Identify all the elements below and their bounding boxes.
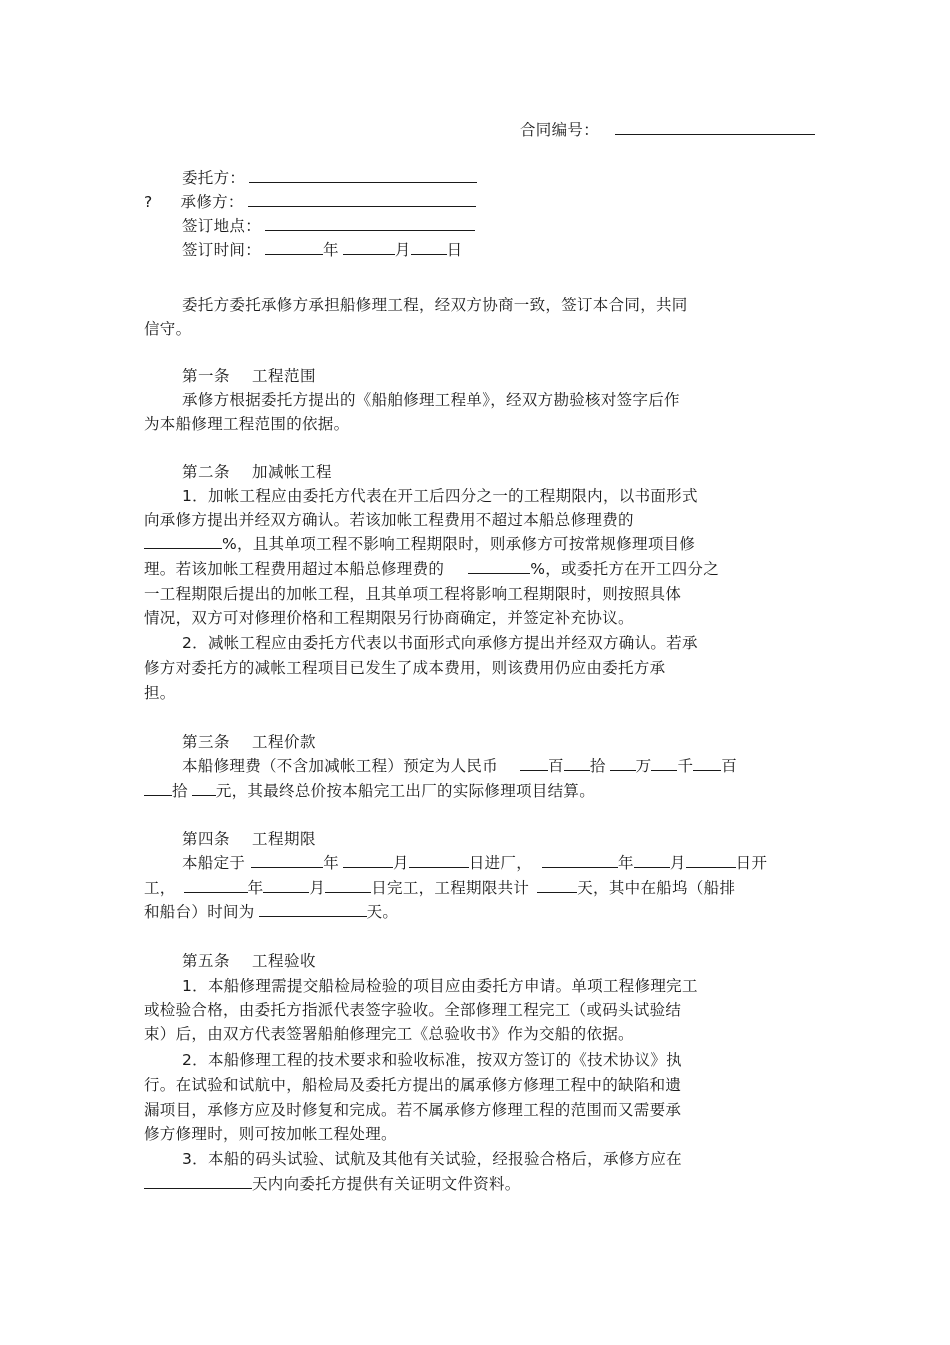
contract-number-line xyxy=(520,118,820,142)
month-label: 月 xyxy=(394,241,411,259)
price-wan-blank[interactable] xyxy=(610,754,636,771)
article-2-title: 加减帐工程 xyxy=(252,463,333,481)
article-5-line-2: 或检验合格，由委托方指派代表签字验收。全部修理工程完工（或码头试验结 xyxy=(144,1001,682,1019)
article-3-number: 第三条 xyxy=(182,733,231,751)
price-shi-blank[interactable] xyxy=(564,754,590,771)
year-label: 年 xyxy=(323,241,339,259)
place-blank[interactable] xyxy=(265,214,475,231)
article-2-line-6: 情况，双方可对修理价格和工程期限另行协商确定，并签定补充协议。 xyxy=(144,609,634,627)
year-blank[interactable] xyxy=(265,238,323,255)
article-2-line-4: 理。若该加帐工程费用超过本船总修理费的 %，或委托方在开工四分之 xyxy=(144,557,824,581)
client-label: 委托方： xyxy=(182,169,246,187)
article-5-line-8: 3．本船的码头试验、试航及其他有关试验，经报验合格后，承修方应在 xyxy=(182,1150,682,1168)
certificate-days-blank[interactable] xyxy=(144,1172,252,1189)
stray-mark: ? xyxy=(144,193,153,211)
price-qian-blank[interactable] xyxy=(651,754,677,771)
article-5-line-5: 行。在试验和试航中，船检局及委托方提出的属承修方修理工程中的缺陷和遗 xyxy=(144,1076,682,1094)
client-blank[interactable] xyxy=(249,166,477,183)
repairer-line xyxy=(144,190,824,214)
article-4-number: 第四条 xyxy=(182,830,231,848)
place-label: 签订地点： xyxy=(182,217,262,235)
day-blank[interactable] xyxy=(411,238,447,255)
article-2-line-8: 修方对委托方的减帐工程项目已发生了成本费用，则该费用仍应由委托方承 xyxy=(144,659,666,677)
article-4-line-2: 工， 年 月 日完工，工程期限共计 天，其中在船坞（船排 xyxy=(144,876,824,900)
article-1-number: 第一条 xyxy=(182,367,231,385)
article-1-heading xyxy=(182,364,862,388)
finish-year-blank[interactable] xyxy=(184,876,248,893)
contract-number-blank[interactable] xyxy=(615,118,815,135)
article-5-number: 第五条 xyxy=(182,952,231,970)
intro-line-2: 信守。 xyxy=(144,320,192,338)
article-5-line-3: 束）后，由双方代表签署船舶修理完工《总验收书》作为交船的依据。 xyxy=(144,1025,634,1043)
repairer-label: 承修方： xyxy=(180,193,244,211)
enter-month-blank[interactable] xyxy=(343,851,393,868)
article-5-line-9: 天内向委托方提供有关证明文件资料。 xyxy=(144,1172,824,1196)
article-1-line-2: 为本船修理工程范围的依据。 xyxy=(144,415,350,433)
article-2-line-1: 1．加帐工程应由委托方代表在开工后四分之一的工程期限内，以书面形式 xyxy=(182,487,698,505)
article-4-line-1: 本船定于 年 月 日进厂， 年 月 日开 xyxy=(182,851,862,875)
article-2-number: 第二条 xyxy=(182,463,231,481)
day-label: 日 xyxy=(446,241,463,259)
article-2-heading xyxy=(182,460,862,484)
surcharge-percent-blank-2[interactable] xyxy=(468,557,530,574)
article-4-line-3: 和船台）时间为 天。 xyxy=(144,900,824,924)
dock-days-blank[interactable] xyxy=(259,900,367,917)
article-2-line-2: 向承修方提出并经双方确认。若该加帐工程费用不超过本船总修理费的 xyxy=(144,511,634,529)
article-5-heading xyxy=(182,949,862,973)
article-5-line-7: 修方修理时，则可按加帐工程处理。 xyxy=(144,1125,397,1143)
duration-days-blank[interactable] xyxy=(537,876,577,893)
surcharge-percent-blank-1[interactable] xyxy=(144,532,222,549)
article-1-line-1: 承修方根据委托方提出的《船舶修理工程单》，经双方勘验核对签字后作 xyxy=(182,391,680,409)
place-line xyxy=(182,214,862,238)
price-bai2-blank[interactable] xyxy=(693,754,721,771)
month-blank[interactable] xyxy=(343,238,395,255)
price-shi2-blank[interactable] xyxy=(144,779,172,796)
article-2-line-7: 2．减帐工程应由委托方代表以书面形式向承修方提出并经双方确认。若承 xyxy=(182,634,698,652)
intro-line-1: 委托方委托承修方承担船修理工程，经双方协商一致，签订本合同，共同 xyxy=(182,296,688,314)
enter-day-blank[interactable] xyxy=(409,851,469,868)
article-5-line-6: 漏项目，承修方应及时修复和完成。若不属承修方修理工程的范围而又需要承 xyxy=(144,1101,682,1119)
price-bai-blank[interactable] xyxy=(520,754,548,771)
article-3-line-2: 拾 元，其最终总价按本船完工出厂的实际修理项目结算。 xyxy=(144,779,824,803)
client-line xyxy=(182,166,862,190)
finish-day-blank[interactable] xyxy=(325,876,371,893)
article-2-line-9: 担。 xyxy=(144,684,176,702)
repairer-blank[interactable] xyxy=(248,190,476,207)
article-3-line-1: 本船修理费（不含加减帐工程）预定为人民币 百 拾 万 千 百 xyxy=(182,754,862,778)
article-5-line-1: 1．本船修理需提交船检局检验的项目应由委托方申请。单项工程修理完工 xyxy=(182,977,698,995)
article-1-title: 工程范围 xyxy=(252,367,317,385)
article-2-line-3: %，且其单项工程不影响工程期限时，则承修方可按常规修理项目修 xyxy=(144,532,824,556)
article-2-line-5: 一工程期限后提出的加帐工程，且其单项工程将影响工程期限时，则按照具体 xyxy=(144,585,682,603)
start-year-blank[interactable] xyxy=(542,851,618,868)
article-4-title: 工程期限 xyxy=(252,830,317,848)
article-5-title: 工程验收 xyxy=(252,952,317,970)
article-3-title: 工程价款 xyxy=(252,733,317,751)
enter-year-blank[interactable] xyxy=(251,851,323,868)
contract-number-label: 合同编号： xyxy=(520,121,600,139)
finish-month-blank[interactable] xyxy=(263,876,309,893)
article-5-line-4: 2．本船修理工程的技术要求和验收标准，按双方签订的《技术协议》执 xyxy=(182,1051,682,1069)
article-4-heading xyxy=(182,827,862,851)
article-3-heading xyxy=(182,730,862,754)
time-line xyxy=(182,238,862,262)
time-label: 签订时间： xyxy=(182,241,262,259)
price-yuan-blank[interactable] xyxy=(192,779,216,796)
start-day-blank[interactable] xyxy=(686,851,736,868)
start-month-blank[interactable] xyxy=(634,851,670,868)
